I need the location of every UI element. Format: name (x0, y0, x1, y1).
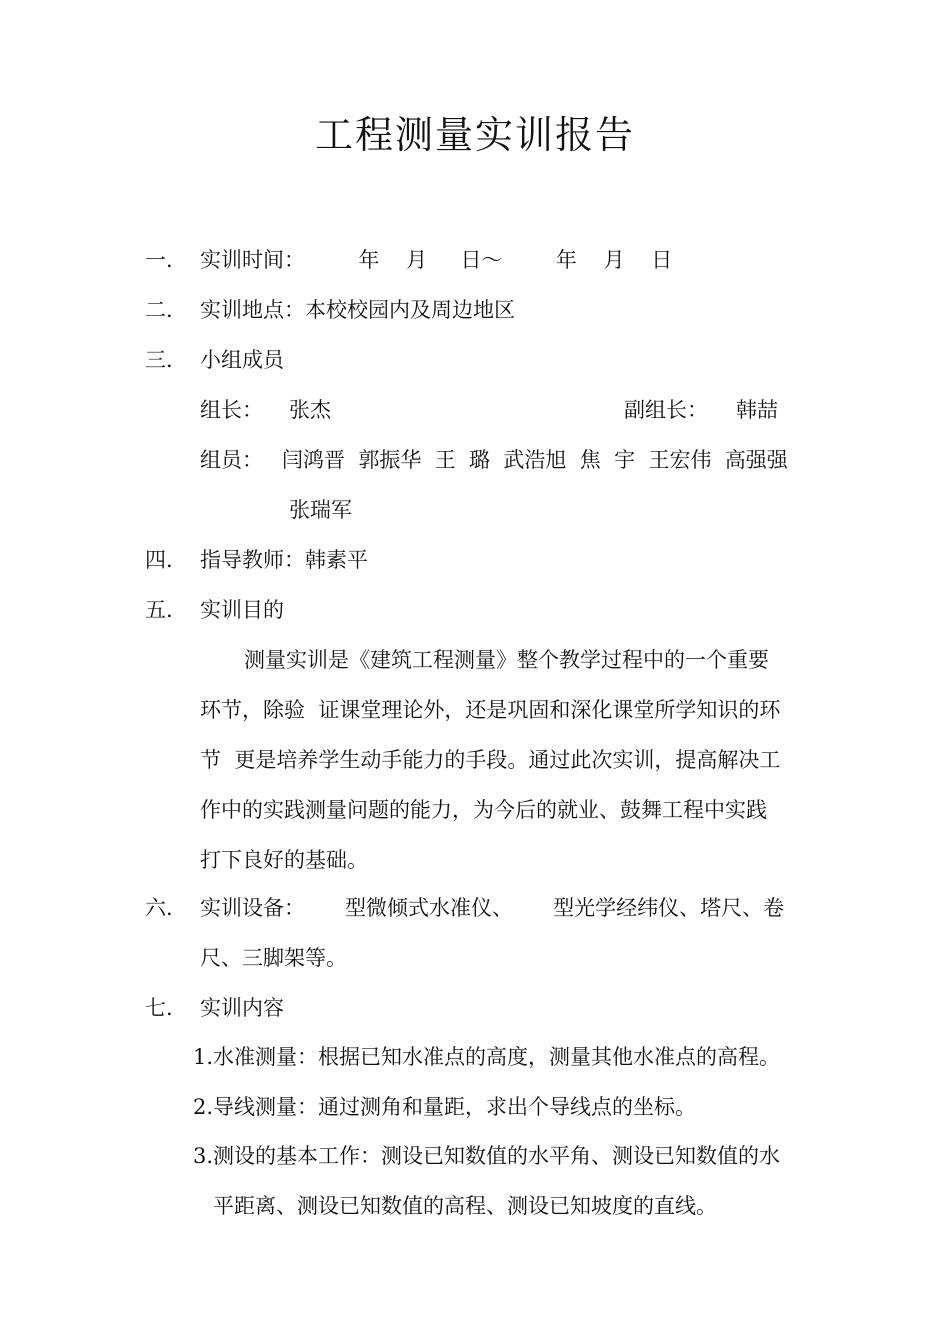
section-number: 五. (145, 598, 173, 622)
equipment-cont: 尺、三脚架等。 (200, 946, 347, 970)
section-number: 七. (145, 996, 173, 1020)
purpose-line: 环节，除验 证课堂理论外，还是巩固和深化课堂所学知识的环 (200, 698, 781, 722)
section-number: 三. (145, 348, 173, 372)
training-time: 实训时间： 年 月 日～ 年 月 日 (200, 248, 673, 272)
purpose-line: 作中的实践测量问题的能力，为今后的就业、鼓舞工程中实践 (200, 798, 767, 822)
equipment: 实训设备： 型微倾式水准仪、 型光学经纬仪、塔尺、卷 (200, 896, 785, 920)
purpose-line: 节 更是培养学生动手能力的手段。通过此次实训，提高解决工 (200, 748, 781, 772)
section-number: 二. (145, 298, 173, 322)
leader-label: 组长： (200, 398, 263, 422)
section-number: 四. (145, 548, 173, 572)
group-members-heading: 小组成员 (200, 348, 284, 372)
deputy-leader-label: 副组长： (624, 398, 708, 422)
content-item: 3.测设的基本工作：测设已知数值的水平角、测设已知数值的水 (193, 1144, 781, 1168)
document-title: 工程测量实训报告 (314, 113, 635, 157)
section-number: 一. (145, 248, 173, 272)
members-list-cont: 张瑞军 (289, 498, 352, 522)
content-heading: 实训内容 (200, 996, 284, 1020)
purpose-paragraph (200, 635, 810, 885)
content-item: 1.水准测量：根据已知水准点的高度，测量其他水准点的高程。 (193, 1045, 781, 1069)
deputy-leader-name: 韩喆 (736, 398, 778, 422)
content-item: 2.导线测量：通过测角和量距，求出个导线点的坐标。 (193, 1095, 697, 1119)
content-item-cont: 平距离、测设已知数值的高程、测设已知坡度的直线。 (213, 1194, 717, 1218)
purpose-line: 打下良好的基础。 (200, 848, 368, 872)
purpose-heading: 实训目的 (200, 598, 284, 622)
section-number: 六. (145, 896, 173, 920)
members-list: 闫鸿晋 郭振华 王 璐 武浩旭 焦 宇 王宏伟 高强强 (282, 448, 788, 472)
purpose-line: 测量实训是《建筑工程测量》整个教学过程中的一个重要 (244, 648, 769, 672)
members-label: 组员： (200, 448, 263, 472)
training-location: 实训地点：本校校园内及周边地区 (200, 298, 515, 322)
instructor: 指导教师：韩素平 (200, 548, 368, 572)
leader-name: 张杰 (289, 398, 331, 422)
